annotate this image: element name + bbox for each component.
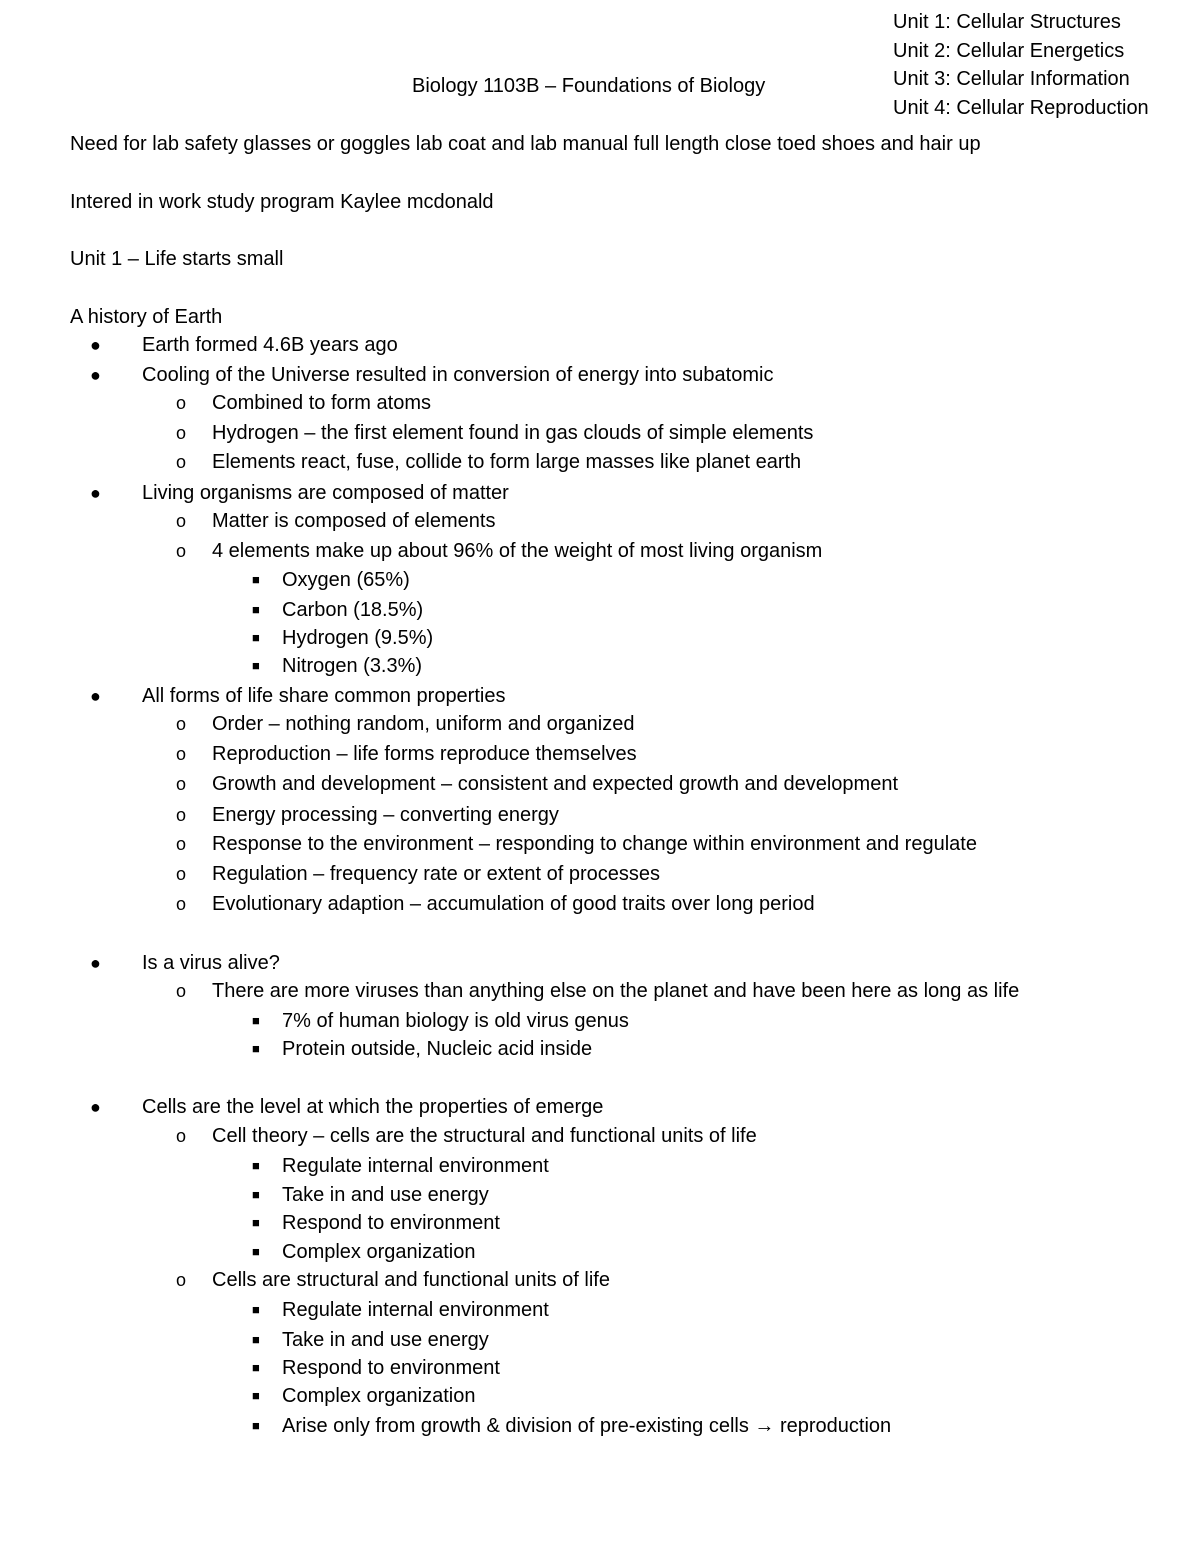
list-item-text: Energy processing – converting energy [212, 804, 559, 826]
list-item-text: Reproduction – life forms reproduce themselves [212, 743, 637, 765]
list-item [252, 1355, 500, 1381]
list-item-text: Cells are the level at which the properties of emerge [142, 1096, 604, 1118]
list-item [90, 683, 506, 709]
list-item [90, 480, 509, 506]
list-item [176, 771, 898, 797]
circle-bullet-icon: o [176, 744, 187, 764]
square-bullet-icon: ■ [252, 1302, 260, 1317]
bullet-icon: ● [90, 483, 101, 503]
list-item-text: Regulate internal environment [282, 1299, 549, 1321]
list-item [252, 1383, 476, 1409]
list-item [176, 1267, 610, 1293]
circle-bullet-icon: o [176, 864, 187, 884]
circle-bullet-icon: o [176, 805, 187, 825]
square-bullet-icon: ■ [252, 1041, 260, 1056]
list-item-text: Regulate internal environment [282, 1155, 549, 1177]
unit-item: Unit 4: Cellular Reproduction [893, 97, 1149, 120]
list-item [176, 420, 814, 446]
lab-requirements-line: Need for lab safety glasses or goggles lab coat and lab manual full length close toed shoes and hair up [70, 133, 981, 155]
square-bullet-icon: ■ [252, 1244, 260, 1259]
bullet-icon: ● [90, 686, 101, 706]
bullet-icon: ● [90, 335, 101, 355]
list-item [176, 802, 559, 828]
list-item [176, 741, 637, 767]
work-study-line: Intered in work study program Kaylee mcdonald [70, 191, 494, 213]
list-item-text: Growth and development – consistent and expected growth and development [212, 773, 898, 795]
list-item-text: Hydrogen – the first element found in gas clouds of simple elements [212, 422, 814, 444]
circle-bullet-icon: o [176, 834, 187, 854]
list-item-text: Protein outside, Nucleic acid inside [282, 1038, 593, 1060]
list-item-text: Oxygen (65%) [282, 569, 410, 591]
square-bullet-icon: ■ [252, 602, 260, 617]
circle-bullet-icon: o [176, 774, 187, 794]
list-item-text: Complex organization [282, 1241, 476, 1263]
square-bullet-icon: ■ [252, 1388, 260, 1403]
list-item-text: Complex organization [282, 1385, 476, 1407]
list-item-text: Respond to environment [282, 1212, 500, 1234]
list-item [252, 1210, 500, 1236]
list-item-text: Cell theory – cells are the structural and functional units of life [212, 1125, 757, 1147]
list-item [90, 332, 398, 358]
list-item-text: Take in and use energy [282, 1329, 489, 1351]
circle-bullet-icon: o [176, 714, 187, 734]
list-item [252, 1297, 549, 1323]
list-item-text: Living organisms are composed of matter [142, 482, 509, 504]
circle-bullet-icon: o [176, 981, 187, 1001]
square-bullet-icon: ■ [252, 1332, 260, 1347]
list-item-text: Combined to form atoms [212, 392, 431, 414]
unit-item: Unit 3: Cellular Information [893, 68, 1130, 91]
unit-item: Unit 1: Cellular Structures [893, 11, 1121, 33]
list-item [176, 891, 815, 917]
list-item-text: Respond to environment [282, 1357, 500, 1379]
list-item-text: Elements react, fuse, collide to form large masses like planet earth [212, 451, 802, 473]
square-bullet-icon: ■ [252, 1418, 260, 1433]
square-bullet-icon: ■ [252, 658, 260, 673]
square-bullet-icon: ■ [252, 1158, 260, 1173]
list-item [252, 1182, 489, 1208]
list-item [252, 1153, 549, 1179]
bullet-icon: ● [90, 1097, 101, 1117]
list-item [176, 390, 431, 416]
list-item [252, 1239, 476, 1265]
list-item [176, 831, 977, 857]
circle-bullet-icon: o [176, 541, 187, 561]
list-item [252, 567, 410, 593]
list-item-text: There are more viruses than anything else on the planet and have been here as long as life [212, 980, 1020, 1002]
list-item [90, 950, 280, 976]
units-list [893, 8, 1149, 123]
circle-bullet-icon: o [176, 452, 187, 472]
list-item [176, 449, 802, 475]
list-item [252, 1413, 892, 1439]
circle-bullet-icon: o [176, 1126, 187, 1146]
list-item [176, 538, 823, 564]
square-bullet-icon: ■ [252, 630, 260, 645]
list-item-text: 4 elements make up about 96% of the weight of most living organism [212, 540, 823, 562]
list-item-text: Arise only from growth & division of pre-existing cells → reproduction [282, 1415, 892, 1437]
list-item-text: Order – nothing random, uniform and organized [212, 713, 635, 735]
list-item-text: Regulation – frequency rate or extent of processes [212, 863, 661, 885]
list-item [90, 362, 774, 388]
circle-bullet-icon: o [176, 511, 187, 531]
list-item [252, 1008, 629, 1034]
unit-heading: Unit 1 – Life starts small [70, 248, 284, 270]
list-item [176, 861, 661, 887]
square-bullet-icon: ■ [252, 1360, 260, 1375]
square-bullet-icon: ■ [252, 1215, 260, 1230]
list-item-text: All forms of life share common properties [142, 685, 506, 707]
list-item-text: Take in and use energy [282, 1184, 489, 1206]
list-item-text: Is a virus alive? [142, 952, 280, 974]
circle-bullet-icon: o [176, 894, 187, 914]
list-item [176, 711, 635, 737]
document-title: Biology 1103B – Foundations of Biology [412, 75, 766, 97]
circle-bullet-icon: o [176, 1270, 187, 1290]
list-item [252, 597, 424, 623]
list-item-text: Hydrogen (9.5%) [282, 627, 434, 649]
list-item [252, 1036, 593, 1062]
circle-bullet-icon: o [176, 393, 187, 413]
square-bullet-icon: ■ [252, 1187, 260, 1202]
list-item [176, 978, 1020, 1004]
list-item [90, 1094, 604, 1120]
list-item-text: Earth formed 4.6B years ago [142, 334, 398, 356]
list-item-text: Evolutionary adaption – accumulation of good traits over long period [212, 893, 815, 915]
list-item [252, 1327, 489, 1353]
list-item-text: Cooling of the Universe resulted in conversion of energy into subatomic [142, 364, 774, 386]
section-heading: A history of Earth [70, 306, 223, 328]
list-item-text: Nitrogen (3.3%) [282, 655, 423, 677]
square-bullet-icon: ■ [252, 1013, 260, 1028]
list-item [176, 508, 496, 534]
bullet-icon: ● [90, 365, 101, 385]
list-item [252, 653, 423, 679]
list-item-text: Matter is composed of elements [212, 510, 496, 532]
list-item-text: Carbon (18.5%) [282, 599, 424, 621]
list-item [176, 1123, 757, 1149]
list-item-text: Cells are structural and functional units of life [212, 1269, 610, 1291]
circle-bullet-icon: o [176, 423, 187, 443]
list-item-text: Response to the environment – responding to change within environment and regulate [212, 833, 977, 855]
bullet-icon: ● [90, 953, 101, 973]
list-item-text: 7% of human biology is old virus genus [282, 1010, 629, 1032]
unit-item: Unit 2: Cellular Energetics [893, 39, 1125, 62]
square-bullet-icon: ■ [252, 572, 260, 587]
list-item [252, 625, 434, 651]
